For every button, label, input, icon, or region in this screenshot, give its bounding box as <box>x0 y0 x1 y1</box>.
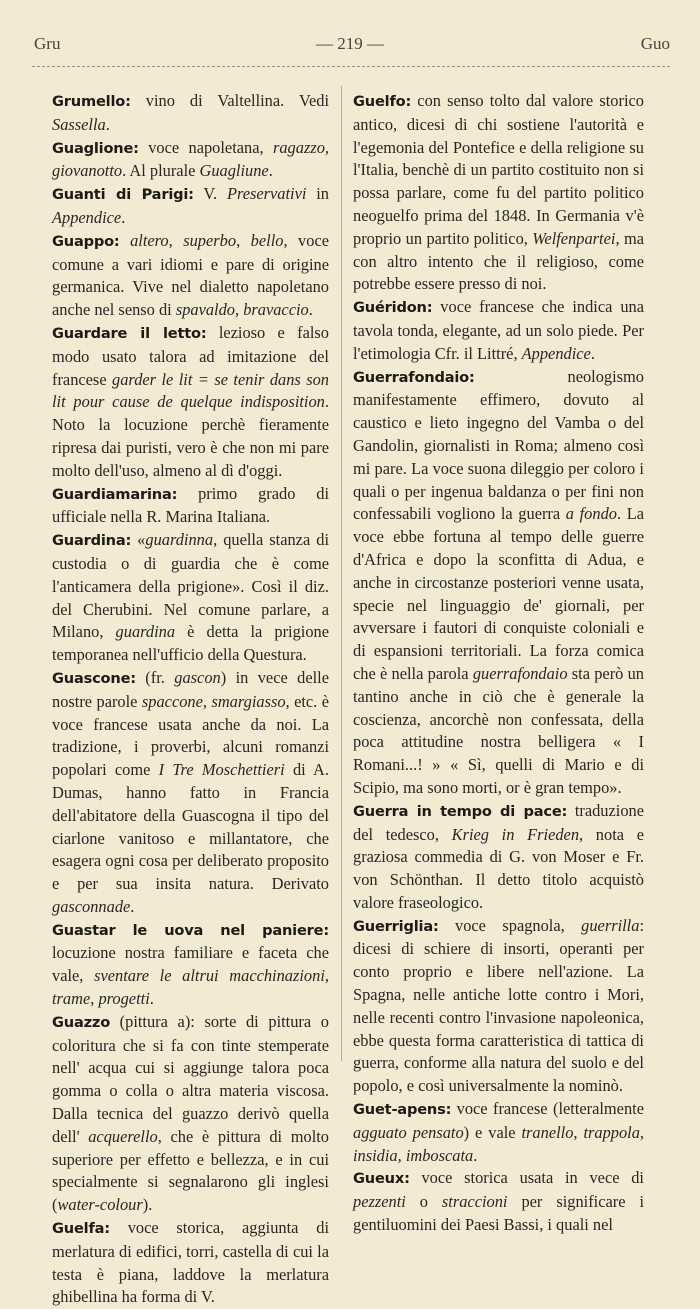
entry-headword: Guanti di Parigi: <box>52 186 194 204</box>
entry-headword: Guardina: <box>52 532 132 550</box>
entry-text: , <box>397 1145 406 1165</box>
entry-italic-text: water-colour <box>57 1195 143 1215</box>
entry-text: , <box>202 691 212 711</box>
entry-headword: Guardiamarina: <box>52 485 178 503</box>
entry-headword: Guerrafondaio: <box>353 368 475 386</box>
entry-italic-text: a fondo <box>565 504 617 524</box>
entry-headword: Guascone: <box>52 669 136 687</box>
entry-italic-text: I Tre Moschettieri <box>158 760 285 780</box>
entry-italic-text: guardina <box>115 622 176 642</box>
entry-text: locuzione nostra familiare e faceta che vale, <box>52 943 329 986</box>
entry-italic-text: trappola <box>583 1122 640 1142</box>
entry-text: , <box>324 966 329 986</box>
entry-italic-text: progetti <box>98 989 150 1009</box>
entry-headword: Guelfa: <box>52 1220 110 1238</box>
entry-headword: Guappo: <box>52 232 120 250</box>
entry-italic-text: sventare le altrui macchinazioni <box>94 966 325 986</box>
dictionary-entry <box>353 366 644 800</box>
dictionary-entry <box>52 529 329 667</box>
column-divider <box>341 86 342 1061</box>
entry-text: . <box>121 207 126 227</box>
entry-text: lezioso e falso modo usato talora ad imitazione del francese <box>52 322 329 389</box>
entry-text: . <box>590 343 595 363</box>
entry-text: traduzione del tedesco, <box>353 800 644 844</box>
entry-italic-text: Sassella <box>52 114 106 134</box>
entry-text: . Noto la locuzione perchè fieramente ripresa dai puristi, vero è che non mi pare molto dell'uso, almeno al dì d'oggi. <box>52 392 329 480</box>
entry-text: , che è pittura di molto superiore per effetto e bellezza, e in cui specialmente si segnalarono gli inglesi ( <box>52 1126 329 1215</box>
entry-italic-text: Appendice <box>52 207 122 227</box>
entry-italic-text: pezzenti <box>353 1192 406 1212</box>
entry-headword: Grumello: <box>52 93 131 110</box>
entry-text: . La voce ebbe fortuna al tempo delle guerre d'Africa e dopo la sconfitta di Adua, e anche in circostanze posteriori venne usata, specie nel linguaggio de' giornali, per avversare i fautori di conquiste coloniali e di espansioni territoriali. La forza comica che è nella parola <box>353 504 644 683</box>
entry-headword: Guaglione: <box>52 139 139 157</box>
entry-text: , voce comune a vari idiomi e pare di origine germanica. Vive nel dialetto napoletano anche nel senso di <box>52 230 329 320</box>
entry-text: , <box>573 1122 584 1142</box>
entry-text: per significare i gentiluomini dei Paesi Bassi, i quali nel <box>353 1192 645 1235</box>
dictionary-entry <box>52 137 329 184</box>
entry-text: , nota e graziosa commedia di G. von Moser e Fr. von Schönthan. Il detto titolo acquistò valore fraseologico. <box>353 824 644 912</box>
entry-text: voce francese (letteralmente <box>451 1099 644 1119</box>
dictionary-entry <box>52 230 329 322</box>
dictionary-entry <box>353 1098 644 1167</box>
entry-text: o <box>405 1192 442 1212</box>
entry-italic-text: altero <box>130 230 169 250</box>
entry-headword: Guardare il letto: <box>52 324 207 342</box>
dictionary-entry <box>52 90 329 137</box>
entry-headword: Guerra in tempo di pace: <box>353 802 568 820</box>
entry-italic-text: spavaldo, bravaccio <box>175 300 309 320</box>
entry-headword: Guastar le uova nel paniere: <box>52 921 329 939</box>
entry-text: voce napoletana, <box>138 137 273 157</box>
right-column <box>353 90 645 1235</box>
entry-text: ) in vece delle nostre parole <box>52 667 330 711</box>
entry-text: , etc. è voce francese usata anche da noi. La tradizione, i proverbi, alcuni romanzi popolari come <box>52 691 329 780</box>
entry-headword: Guerriglia: <box>353 917 439 935</box>
page-header <box>30 30 670 60</box>
entry-italic-text: Appendice <box>521 343 591 363</box>
entry-text: (pittura a): sorte di pittura o coloritura che si fa con tinte stemperate nell' acqua cui si aggiunge talora poca gomma o colla o altra materia viscosa. Dalla tecnica del guazzo derivò quella dell' <box>52 1011 329 1146</box>
entry-italic-text: Welfenpartei <box>532 228 616 248</box>
entry-italic-text: guardinna <box>145 530 214 550</box>
entry-italic-text: garder le lit = se tenir dans son lit pour cause de quelque indisposition <box>52 369 329 412</box>
header-left-guideword: Gru <box>34 34 61 53</box>
header-rule <box>32 66 670 67</box>
entry-italic-text: bello <box>250 230 284 250</box>
entry-text: voce storica, aggiunta di merlatura di edifici, torri, castella di cui la testa è piana, laddove la merlatura ghibellina ha forma di V. <box>52 1218 329 1307</box>
dictionary-entry <box>52 1217 329 1309</box>
entry-text: neologismo manifestamente effimero, dovuto al caustico e lieto ingegno del Vamba o del Gandolin, giornalisti in Roma; almeno così mi pare. La voce suona dileggio per coloro i quali o per ingenua baldanza o per fini non confessabili vogliono la guerra <box>353 366 644 524</box>
entry-italic-text: insidia <box>353 1145 398 1165</box>
entry-text: sta però un tantino anche in ciò che è generale la coscienza, ancorchè non confessata, della poca attitudine nostra belligera « I Romani...! » « Sì, quelli di Mario e di Scipio, ma sono morti, or è gran tempo». <box>353 663 645 797</box>
entry-text: . Al plurale <box>122 161 200 181</box>
dictionary-entry <box>353 800 644 915</box>
entry-text: vino di Valtellina. Vedi <box>130 91 329 110</box>
dictionary-entry <box>52 183 329 230</box>
entry-text: . <box>268 161 273 181</box>
entry-italic-text: superbo <box>183 230 237 250</box>
entry-italic-text: Krieg in Frieden <box>451 824 580 844</box>
entry-text: : dicesi di schiere di insorti, operanti per conto proprio e libere nell'azione. La Spagna, nelle antiche lotte contro i Mori, nelle recenti contro l'invasione napoleonica, ebbe questa forma caratteristica di tattica di guerra, conforme alla natura del suolo e del popolo, e così universalmente la nominò. <box>353 915 644 1096</box>
entry-text: ). <box>142 1195 153 1215</box>
dictionary-entry <box>52 483 329 530</box>
entry-italic-text: guerrilla <box>581 915 640 935</box>
dictionary-entry <box>353 296 644 365</box>
page-number: — 219 — <box>316 34 384 53</box>
dictionary-entry <box>52 322 329 483</box>
entry-italic-text: tranello <box>521 1122 574 1142</box>
entry-text: , ma con altro intento che il religioso, come potrebbe essere presso di noi. <box>353 228 644 294</box>
entry-italic-text: straccioni <box>441 1192 508 1212</box>
dictionary-entry <box>353 1167 644 1236</box>
entry-text: . <box>130 896 135 916</box>
dictionary-entry <box>52 919 329 1011</box>
entry-text: . <box>149 989 154 1009</box>
entry-headword: Gueux: <box>353 1170 410 1188</box>
entry-text: , quella stanza di custodia o di guardia che è come l'anticamera della prigione». Così il diz. del Cherubini. Nel comune parlare, a Milano, <box>52 530 330 642</box>
entry-headword: Guazzo <box>52 1013 111 1031</box>
entry-text: voce storica usata in vece di <box>409 1168 644 1188</box>
entry-text: con senso tolto dal valore storico antico, dicesi di chi sostiene l'autorità e l'egemonia del Pontefice e della religione su l'Italia, benchè di un partito costituito non si possa parlare, come fu del partito politico neoguelfo prima del 1848. In Germania v'è proprio un partito politico, <box>353 91 644 248</box>
entry-headword: Guéridon: <box>353 299 433 317</box>
dictionary-entry <box>52 667 329 919</box>
entry-italic-text: Guagliune <box>199 161 269 181</box>
entry-headword: Guet-apens: <box>353 1101 452 1119</box>
entry-text: , <box>168 230 184 250</box>
entry-text: in <box>306 184 329 204</box>
entry-text: « <box>131 530 146 550</box>
entry-italic-text: trame <box>52 989 91 1009</box>
entry-italic-text: spaccone <box>141 691 203 711</box>
entry-italic-text: Preservativi <box>226 184 307 204</box>
entry-italic-text: gasconnade <box>52 896 131 916</box>
left-column <box>52 90 330 1307</box>
entry-italic-text: guerrafondaio <box>472 663 568 683</box>
entry-text: voce spagnola, <box>438 915 582 935</box>
entry-text: ) e vale <box>463 1122 522 1142</box>
entry-text: , <box>639 1122 645 1142</box>
entry-italic-text: imboscata <box>405 1145 474 1165</box>
entry-text: primo grado di ufficiale nella R. Marina Italiana. <box>52 483 329 527</box>
entry-text: , <box>90 989 99 1009</box>
entry-text: . <box>105 114 110 134</box>
dictionary-entry <box>52 1011 329 1217</box>
entry-text <box>120 231 131 250</box>
header-right-guideword: Guo <box>640 34 670 53</box>
entry-text: (fr. <box>135 667 175 687</box>
entry-italic-text: acquerello <box>88 1126 158 1146</box>
entry-headword: Guelfo: <box>353 93 412 110</box>
entry-text: voce francese che indica una tavola tonda, elegante, ad un solo piede. Per l'etimologia Cfr. il Littré, <box>353 297 644 363</box>
entry-italic-text: agguato pensato <box>353 1122 464 1142</box>
entry-italic-text: smargiasso <box>211 691 286 711</box>
entry-text: di A. Dumas, hanno fatto in Francia dell'abitatore della Guascogna il tipo del ciarlone vanitoso e millantatore, che esagera ogni cosa per deliberato proposito e per sua insita natura. Derivato <box>52 760 329 894</box>
entry-italic-text: gascon <box>174 667 221 687</box>
entry-text: V. <box>193 184 227 204</box>
entry-text: . <box>473 1145 478 1165</box>
entry-text: è detta la prigione temporanea nell'ufficio della Questura. <box>52 622 329 665</box>
dictionary-entry <box>353 90 644 296</box>
entry-text: , <box>236 230 251 250</box>
entry-text: . <box>308 300 313 320</box>
dictionary-entry <box>353 915 644 1098</box>
entry-italic-text: ragazzo, giovanotto <box>52 137 329 181</box>
